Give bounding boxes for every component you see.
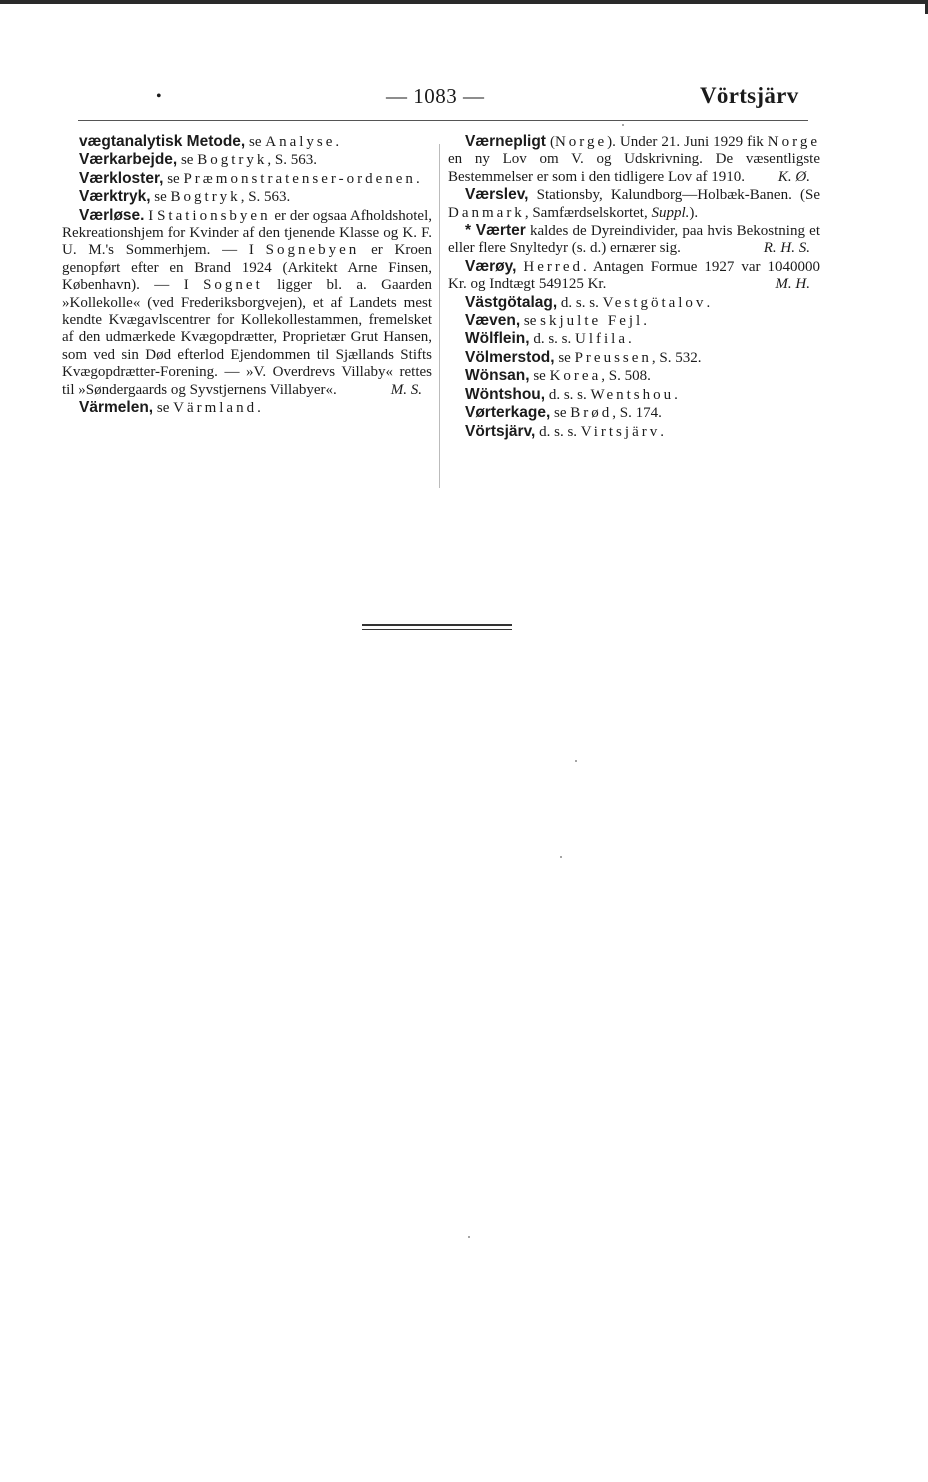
- cross-reference: Sognebyen: [265, 242, 360, 259]
- right-entry: [448, 258, 820, 294]
- entry-text: se: [245, 134, 266, 150]
- left-entry: [62, 170, 432, 188]
- cross-reference: skjulte Fejl: [540, 313, 644, 330]
- left-entry: [62, 151, 432, 169]
- entry-text: I: [144, 207, 158, 224]
- entry-text: ).: [689, 204, 699, 221]
- entry-text: er der ogsaa Afholdshotel, Rekreationshjem for Kvinder af den tjenende Klasse og K. F. U. M.'s Sommerhjem. — I: [62, 207, 432, 259]
- cross-reference: Korea: [549, 368, 602, 385]
- scan-speck: [575, 760, 577, 762]
- author-signature: R. H. S.: [763, 240, 810, 257]
- entry-headword: Völmerstod,: [465, 348, 555, 366]
- cross-reference: Danmark: [448, 204, 525, 221]
- page-number: — 1083 —: [386, 84, 485, 108]
- cross-reference: Præmonstratenser-ordenen: [183, 170, 416, 187]
- entry-text: d. s. s.: [535, 423, 581, 440]
- entry-text: .: [628, 331, 632, 348]
- entry-headword: Wönsan,: [465, 367, 530, 385]
- scan-edge-top: [0, 0, 928, 4]
- entry-headword: Wöntshou,: [465, 385, 546, 403]
- cross-reference: Ulfila: [575, 331, 629, 348]
- scan-speck: [622, 124, 624, 126]
- entry-text: Suppl.: [651, 204, 690, 221]
- entry-text: d. s. s.: [529, 331, 576, 348]
- entry-text: d. s. s.: [557, 294, 603, 311]
- entry-headword: Væven,: [465, 312, 521, 330]
- right-entry: [448, 423, 820, 441]
- cross-reference: Brød: [570, 405, 613, 422]
- author-signature: M. H.: [775, 276, 810, 293]
- right-entry: [448, 186, 820, 222]
- cross-reference: Värmland: [173, 400, 258, 417]
- cross-reference: Analyse: [265, 134, 336, 150]
- entry-text: .: [415, 170, 420, 187]
- entry-headword: Wölflein,: [465, 330, 530, 348]
- left-entry: [62, 188, 432, 206]
- left-entry: [62, 207, 432, 399]
- scan-speck: [468, 1236, 470, 1238]
- entry-text: .: [674, 386, 678, 403]
- entry-text: ). Under 21. Juni 1929 fik: [607, 134, 768, 150]
- right-entry: [448, 294, 820, 312]
- entry-text: se: [177, 152, 198, 169]
- entry-text: se: [520, 313, 541, 330]
- cross-reference: Herred: [523, 258, 584, 275]
- cross-reference: Sognet: [203, 277, 263, 294]
- cross-reference: Norge: [767, 134, 820, 150]
- entry-headword: vægtanalytisk Metode,: [79, 133, 246, 150]
- entry-text: , S. 174.: [612, 405, 662, 422]
- entry-text: se: [550, 405, 571, 422]
- entry-text: se: [529, 368, 550, 385]
- entry-text: , S. 563.: [267, 152, 317, 169]
- entry-text: .: [643, 313, 647, 330]
- entry-text: se: [153, 400, 174, 417]
- entry-text: , S. 508.: [601, 368, 651, 385]
- header-rule: [78, 120, 808, 121]
- author-signature: K. Ø.: [777, 168, 810, 185]
- right-entry: [448, 404, 820, 422]
- entry-text: .: [335, 134, 340, 150]
- entry-headword: Værktryk,: [79, 188, 151, 206]
- left-entry: [62, 399, 432, 417]
- entry-headword: Västgötalag,: [465, 293, 558, 311]
- right-entry: [448, 222, 820, 258]
- right-entry: [448, 386, 820, 404]
- entry-text: ligger bl. a. Gaarden »Kollekolle« (ved Frederiksborgvejen), et af Landets mest kendte Kvægavlscentrer for Kollekollestammen, fremelsket af den udmærkede Kvægopdrætter, Proprietær Grut Hansen, som ved sin Død efterlod Ejendommen til Sjællands Stifts Kvægopdrætter-Forening. — »V. Overdrevs Villaby« rettes til »Søndergaards og Syvstjernens Villabyer«.: [62, 277, 432, 398]
- end-rule: [362, 624, 512, 626]
- entry-text: (: [545, 134, 555, 150]
- entry-text: .: [660, 423, 664, 440]
- column-divider: [439, 144, 440, 488]
- cross-reference: Vestgötalov: [602, 294, 707, 311]
- entry-text: se: [150, 189, 171, 206]
- entry-headword: Værøy,: [465, 257, 517, 275]
- end-rule-thin: [362, 629, 512, 630]
- entry-text: Stationsby, Kalundborg—Holbæk-Banen. (Se: [528, 187, 820, 204]
- entry-headword: Vörtsjärv,: [465, 422, 536, 440]
- entry-headword: Værslev,: [465, 186, 529, 204]
- entry-text: en ny Lov om V. og Udskrivning. De væsentligste Bestemmelser er som i den tidligere Lov af 1910.: [448, 151, 820, 185]
- entry-headword: Værkloster,: [79, 169, 164, 187]
- entry-headword: Värmelen,: [79, 399, 154, 417]
- right-entry: [448, 330, 820, 348]
- cross-reference: Bogtryk: [170, 189, 241, 206]
- cross-reference: Norge: [554, 134, 608, 150]
- entry-headword: * Værter: [465, 222, 526, 240]
- entry-text: , S. 532.: [651, 349, 702, 366]
- entry-text: kaldes de Dyreindivider, paa hvis Bekostning et eller flere Snyltedyr (s. d.) ernærer sig.: [448, 223, 820, 257]
- entry-text: d. s. s.: [545, 386, 591, 403]
- entry-text: .: [257, 400, 261, 417]
- author-signature: M. S.: [390, 381, 422, 398]
- left-column: [62, 133, 432, 418]
- entry-headword: Værnepligt: [465, 133, 546, 150]
- header-dot: •: [156, 88, 162, 105]
- entry-text: , S. 563.: [240, 189, 291, 206]
- right-entry: [448, 367, 820, 385]
- right-entry: [448, 349, 820, 367]
- entry-text: .: [706, 294, 711, 311]
- entry-text: se: [554, 349, 575, 366]
- running-head: Vörtsjärv: [700, 83, 799, 108]
- left-entry: [62, 133, 432, 151]
- right-entry: [448, 133, 820, 186]
- cross-reference: Wentshou: [590, 386, 675, 403]
- entry-text: se: [163, 170, 184, 187]
- cross-reference: Virtsjärv: [580, 423, 661, 440]
- entry-text: er Kroen genopført efter en Brand 1924 (Arkitekt Arne Finsen, København). — I: [62, 242, 432, 294]
- entry-headword: Værkarbejde,: [79, 151, 178, 169]
- entry-headword: Vørterkage,: [465, 404, 551, 422]
- right-column: [448, 133, 820, 441]
- right-entry: [448, 312, 820, 330]
- cross-reference: Preussen: [574, 349, 652, 366]
- entry-headword: Værløse.: [79, 206, 145, 224]
- cross-reference: Bogtryk: [197, 152, 268, 169]
- entry-text: . Antagen Formue 1927 var 1040000 Kr. og Indtægt 549125 Kr.: [448, 258, 820, 293]
- scan-speck: [560, 856, 562, 858]
- cross-reference: Stationsbyen: [157, 207, 271, 224]
- entry-text: , Samfærdselskortet,: [524, 204, 652, 221]
